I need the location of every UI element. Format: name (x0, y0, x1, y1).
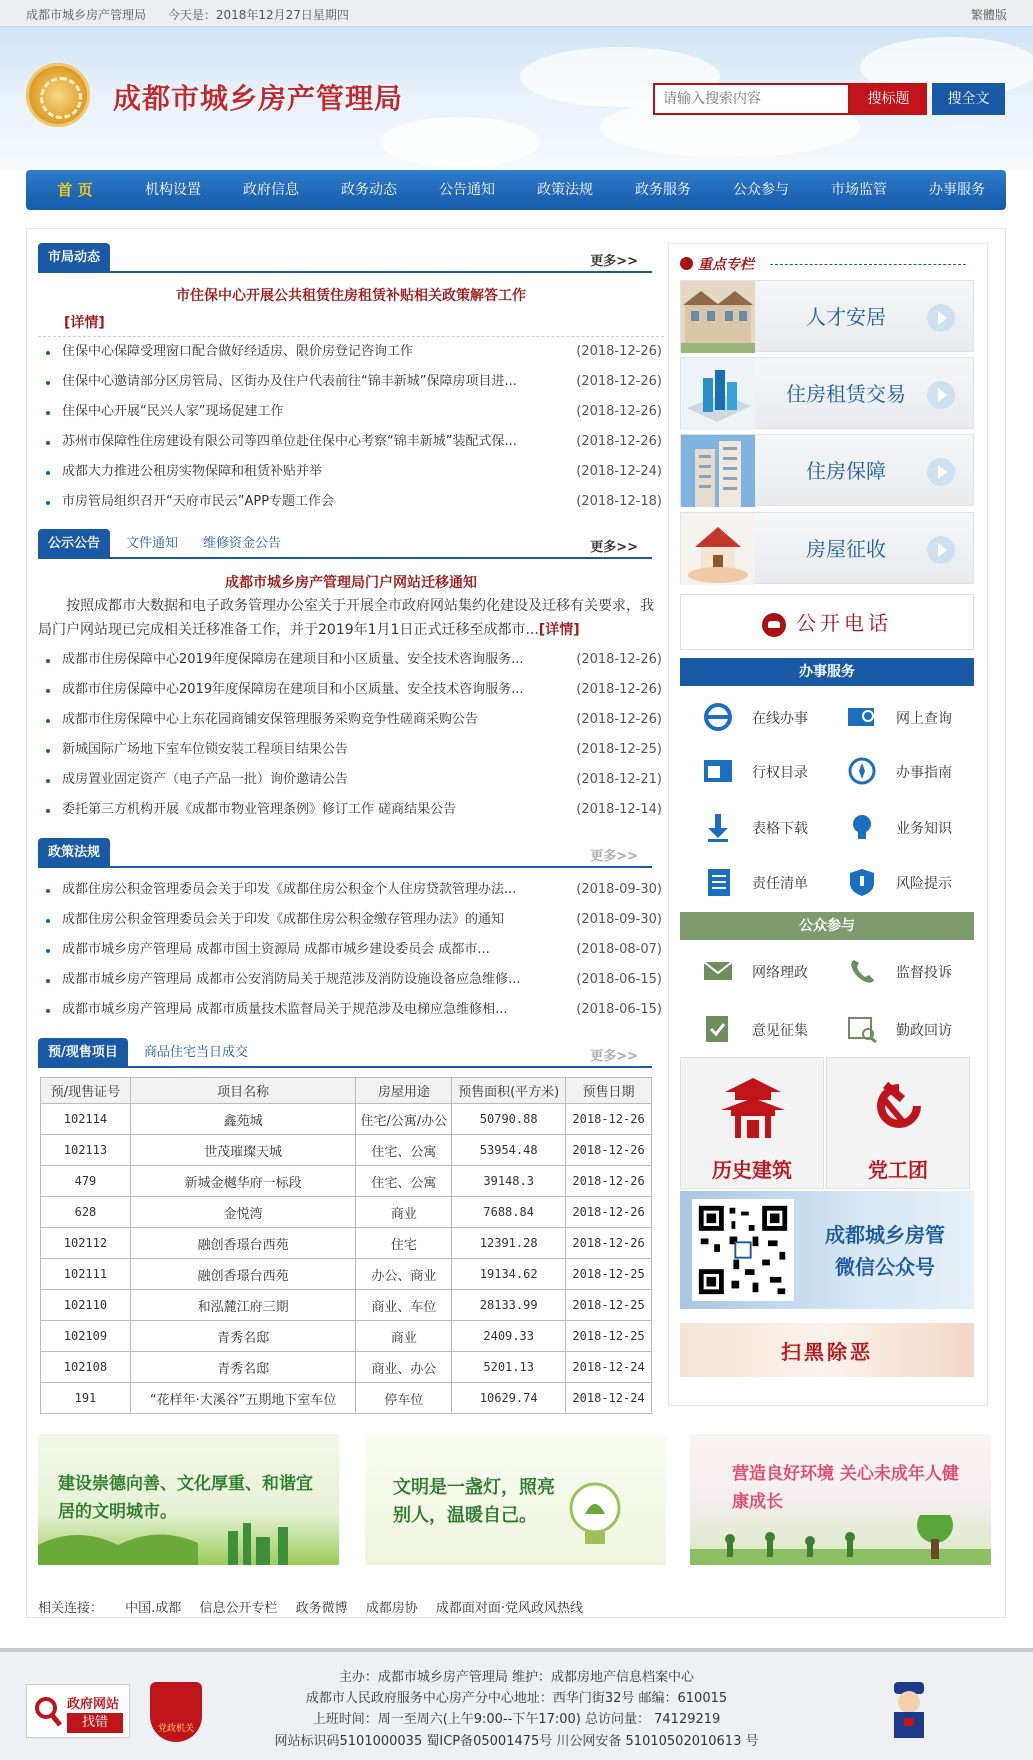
public-revisit[interactable]: 勤政回访 (832, 1004, 972, 1054)
banner-minors-growth[interactable]: 营造良好环境 关心未成年人健康成长 (690, 1434, 991, 1565)
presale-more-link[interactable]: 更多>> (590, 1049, 638, 1064)
document-list-icon (702, 867, 734, 897)
list-item[interactable]: 委托第三方机构开展《成都市物业管理条例》修订工作 磋商结果公告 (2018-12-14) (38, 795, 664, 825)
list-item[interactable]: 成都市城乡房产管理局 成都市公安消防局关于规范涉及消防设施设备应急维修... (2018-06-15) (38, 965, 664, 995)
service-knowledge[interactable]: 业务知识 (832, 802, 972, 852)
notice-list (38, 645, 664, 825)
table-row[interactable]: 102112 融创香璟台西苑 住宅 12391.28 2018-12-26 (41, 1228, 652, 1259)
table-header-row: 预/现售证号 项目名称 房屋用途 预售面积(平方米) 预售日期 (41, 1078, 652, 1104)
shield-icon (846, 867, 878, 897)
site-logo-emblem[interactable] (26, 63, 90, 127)
policy-more-link[interactable]: 更多>> (590, 849, 638, 864)
table-row[interactable]: 191 “花样年·大溪谷”五期地下室车位 停车位 10629.74 2018-12-24 (41, 1383, 652, 1414)
policy-section-header (38, 838, 652, 868)
list-item[interactable]: 成都住房公积金管理委员会关于印发《成都住房公积金个人住房贷款管理办法... (2018-09-30) (38, 875, 664, 905)
service-catalog[interactable]: 行权目录 (688, 746, 828, 796)
news-detail-link[interactable]: [详情] (64, 315, 105, 331)
service-download[interactable]: 表格下载 (688, 802, 828, 852)
nav-gov-service[interactable]: 政务服务 (635, 182, 691, 198)
related-link-housing-assoc[interactable]: 成都房协 (365, 1601, 418, 1616)
tile-party-union[interactable]: 党工团 (826, 1057, 970, 1189)
nav-public[interactable]: 公众参与 (733, 182, 789, 198)
gov-site-error-report-badge[interactable]: 政府网站 找错 (26, 1684, 130, 1738)
search-input[interactable] (653, 83, 850, 115)
policy-list (38, 875, 664, 1025)
tablet-building-image-icon (681, 358, 755, 430)
featured-card-housing-security[interactable]: 住房保障 (680, 434, 974, 506)
service-guide[interactable]: 办事指南 (832, 746, 972, 796)
list-item[interactable]: 成都市城乡房产管理局 成都市质量技术监督局关于规范涉及电梯应急维修相... (2018-06-15) (38, 995, 664, 1025)
related-label: 相关连接： (38, 1601, 104, 1616)
tab-policy[interactable]: 政策法规 (38, 838, 110, 868)
nav-gov-news[interactable]: 政务动态 (341, 182, 397, 198)
related-link-info-disclosure[interactable]: 信息公开专栏 (199, 1601, 278, 1616)
tab-bureau-news[interactable]: 市局动态 (38, 243, 110, 273)
table-row[interactable]: 102114 鑫苑城 住宅/公寓/办公 50790.88 2018-12-26 (41, 1104, 652, 1135)
public-complaint[interactable]: 监督投诉 (832, 946, 972, 996)
notice-more-link[interactable]: 更多>> (590, 540, 638, 555)
play-arrow-icon (927, 536, 955, 564)
notice-headline[interactable]: 成都市城乡房产管理局门户网站迁移通知 (225, 575, 477, 591)
table-row[interactable]: 628 金悦湾 商业 7688.84 2018-12-26 (41, 1197, 652, 1228)
tab-file-notices[interactable]: 文件通知 (126, 536, 179, 551)
footer-address: 成都市人民政府服务中心房产分中心地址：西华门街32号 邮编：610015 (305, 1691, 728, 1706)
notice-detail-link[interactable]: [详情] (538, 622, 580, 638)
list-item[interactable]: 住保中心开展“民兴人家”现场促建工作 (2018-12-26) (38, 397, 664, 427)
tab-maintenance-fund[interactable]: 维修资金公告 (203, 536, 282, 551)
wechat-title-line2: 微信公众号 (835, 1255, 935, 1279)
featured-column-header (680, 254, 974, 276)
presale-section-header (38, 1038, 652, 1068)
tab-presale-projects[interactable]: 预/现售项目 (38, 1038, 128, 1068)
qr-code-image (692, 1199, 794, 1301)
table-row[interactable]: 102110 和泓麓江府三期 商业、车位 28133.99 2018-12-25 (41, 1290, 652, 1321)
service-risk[interactable]: 风险提示 (832, 857, 972, 907)
list-item[interactable]: 成都住房公积金管理委员会关于印发《成都住房公积金缴存管理办法》的通知 (2018-09-30) (38, 905, 664, 935)
list-item[interactable]: 住保中心保障受理窗口配合做好经适房、限价房登记咨询工作 (2018-12-26) (38, 337, 664, 367)
ie-browser-icon (702, 702, 734, 732)
table-row[interactable]: 102109 青秀名邸 商业 2409.33 2018-12-25 (41, 1321, 652, 1352)
checklist-icon (702, 1014, 734, 1044)
header-banner (0, 27, 1033, 170)
nav-affairs[interactable]: 办事服务 (929, 182, 985, 198)
nav-notices[interactable]: 公告通知 (439, 182, 495, 198)
envelope-icon (702, 956, 734, 986)
featured-column-label: 重点专栏 (698, 257, 754, 273)
public-box-title: 公众参与 (680, 912, 974, 940)
featured-card-talent-housing[interactable]: 人才安居 (680, 280, 974, 352)
house-in-hands-image-icon (681, 513, 755, 585)
top-date: 今天是：2018年12月27日星期四 (167, 8, 349, 22)
footer-registration: 网站标识码5101000035 蜀ICP备05001475号 川公网安备 51010502010613 号 (274, 1734, 759, 1749)
nav-gov-info[interactable]: 政府信息 (243, 182, 299, 198)
search-title-button[interactable]: 搜标题 (850, 83, 927, 115)
search-window-icon (846, 702, 878, 732)
table-row[interactable]: 102108 青秀名邸 商业、办公 5201.13 2018-12-24 (41, 1352, 652, 1383)
phone-handset-icon (846, 956, 878, 986)
related-link-hotline[interactable]: 成都面对面·党风政风热线 (435, 1601, 584, 1616)
related-link-china-chengdu[interactable]: 中国.成都 (125, 1601, 182, 1616)
footer-hours: 上班时间：周一至周六(上午9:00--下午17:00) 总访问量： 74129219 (312, 1712, 721, 1727)
featured-card-expropriation[interactable]: 房屋征收 (680, 512, 974, 584)
list-item[interactable]: 成都市住房保障中心2019年度保障房在建项目和小区质量、安全技术咨询服务... (2018-12-26) (38, 645, 664, 675)
public-opinion[interactable]: 意见征集 (688, 1004, 828, 1054)
catalog-icon (702, 756, 734, 786)
related-link-weibo[interactable]: 政务微博 (295, 1601, 348, 1616)
list-item[interactable]: 市房管局组织召开“天府市民云”APP专题工作会 (2018-12-18) (38, 487, 664, 517)
children-silhouette-illustration (690, 1515, 991, 1565)
traditional-chinese-link[interactable]: 繁體版 (970, 8, 1007, 22)
list-item[interactable]: 成房置业固定资产（电子产品一批）询价邀请公告 (2018-12-21) (38, 765, 664, 795)
related-links (38, 1597, 597, 1616)
footer-sponsor: 主办：成都市城乡房产管理局 维护：成都房地产信息档案中心 (338, 1670, 695, 1685)
party-gov-organ-badge[interactable]: 党政机关 (150, 1682, 202, 1742)
compass-icon (846, 756, 878, 786)
lightbulb-illustration (555, 1474, 635, 1554)
hammer-sickle-icon (869, 1076, 929, 1136)
public-phone-link[interactable]: 公开电话 (680, 594, 974, 650)
nav-org[interactable]: 机构设置 (145, 182, 201, 198)
list-item[interactable]: 成都市住房保障中心上东花园商铺安保管理服务采购竞争性磋商采购公告 (2018-12-26) (38, 705, 664, 735)
play-arrow-icon (927, 381, 955, 409)
list-item[interactable]: 成都大力推进公租房实物保障和租赁补贴并举 (2018-12-24) (38, 457, 664, 487)
service-online[interactable]: 在线办事 (688, 692, 828, 742)
list-item[interactable]: 成都市住房保障中心2019年度保障房在建项目和小区质量、安全技术咨询服务... (2018-12-26) (38, 675, 664, 705)
presale-table (40, 1077, 652, 1414)
news-more-link[interactable]: 更多>> (590, 254, 638, 269)
phone-icon (762, 613, 786, 637)
banner-civilized-city[interactable]: 建设崇德向善、文化厚重、和谐宜居的文明城市。 (38, 1434, 339, 1565)
search-fulltext-button[interactable]: 搜全文 (932, 83, 1005, 115)
service-query[interactable]: 网上查询 (832, 692, 972, 742)
main-nav (26, 170, 1006, 210)
news-section-header (38, 243, 652, 273)
search-document-icon (846, 1014, 878, 1044)
notice-section-header (38, 529, 652, 559)
news-headline[interactable]: 市住保中心开展公共租赁住房租赁补贴相关政策解答工作 (176, 288, 526, 304)
play-arrow-icon (927, 304, 955, 332)
nav-policy[interactable]: 政策法规 (537, 182, 593, 198)
list-item[interactable]: 住保中心邀请部分区房管局、区街办及住户代表前往“锦丰新城”保障房项目进... (2018-12-26) (38, 367, 664, 397)
lightbulb-icon (846, 812, 878, 842)
tile-historic-buildings[interactable]: 历史建筑 (680, 1057, 824, 1189)
pavilion-icon (717, 1074, 789, 1142)
apartment-image-icon (681, 435, 755, 507)
anti-crime-banner[interactable]: 扫黑除恶 (680, 1323, 974, 1377)
notice-paragraph: 按照成都市大数据和电子政务管理办公室关于开展全市政府网站集约化建设及迁移有关要求，我局门户网站现已完成相关迁移准备工作，并于2019年1月1日正式迁移至成都市...[详情] (38, 598, 654, 638)
play-arrow-icon (927, 458, 955, 486)
list-item[interactable]: 新城国际广场地下室车位锁安装工程项目结果公告 (2018-12-25) (38, 735, 664, 765)
site-title[interactable]: 成都市城乡房产管理局 (113, 82, 404, 115)
table-row[interactable]: 102113 世茂璀璨天城 住宅、公寓 53954.48 2018-12-26 (41, 1135, 652, 1166)
top-bar (0, 0, 1033, 27)
wechat-account-banner[interactable] (680, 1191, 974, 1309)
top-site-name: 成都市城乡房产管理局 (26, 8, 147, 22)
table-row[interactable]: 479 新城金樾华府一标段 住宅、公寓 39148.3 2018-12-26 (41, 1166, 652, 1197)
townhouse-image-icon (681, 281, 755, 353)
service-responsibility[interactable]: 责任清单 (688, 857, 828, 907)
nav-market[interactable]: 市场监管 (831, 182, 887, 198)
service-box-title: 办事服务 (680, 658, 974, 686)
featured-card-rental[interactable]: 住房租赁交易 (680, 357, 974, 429)
table-row[interactable]: 102111 融创香璟台西苑 办公、商业 19134.62 2018-12-25 (41, 1259, 652, 1290)
police-mascot-icon[interactable] (886, 1680, 932, 1744)
list-item[interactable]: 成都市城乡房产管理局 成都市国土资源局 成都市城乡建设委员会 成都市... (2018-08-07) (38, 935, 664, 965)
page-footer (0, 1648, 1033, 1760)
nav-home[interactable]: 首 页 (57, 181, 93, 199)
wechat-title-line1: 成都城乡房管 (825, 1223, 945, 1247)
list-item[interactable]: 苏州市保障性住房建设有限公司等四单位赴住保中心考察“锦丰新城”装配式保... (2018-12-26) (38, 427, 664, 457)
news-list (38, 337, 664, 517)
public-network-governance[interactable]: 网络理政 (688, 946, 828, 996)
tab-announcements[interactable]: 公示公告 (38, 529, 110, 559)
download-arrow-icon (702, 812, 734, 842)
tab-daily-deals[interactable]: 商品住宅当日成交 (144, 1045, 249, 1060)
banner-civilization-lamp[interactable]: 文明是一盏灯，照亮别人，温暖自己。 (365, 1434, 666, 1565)
